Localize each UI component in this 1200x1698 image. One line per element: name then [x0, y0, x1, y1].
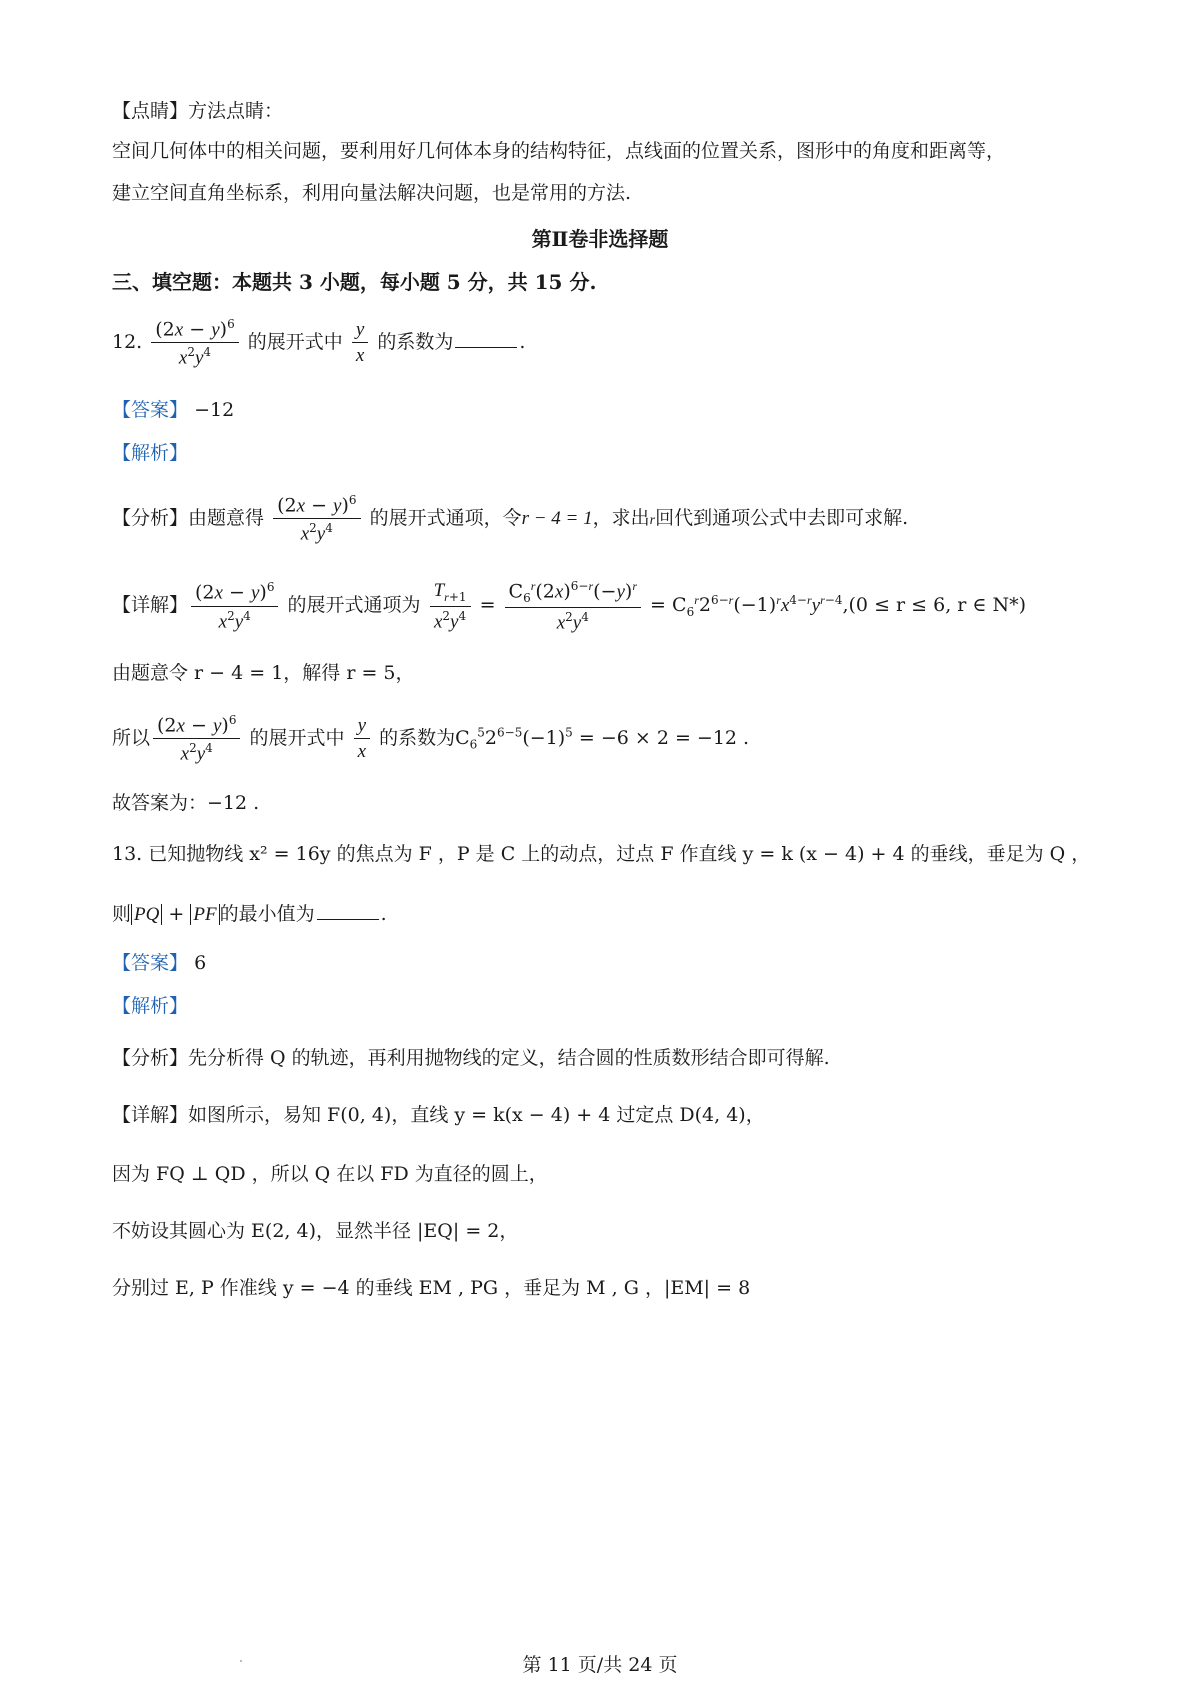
q12-analysis-label: 【解析】: [112, 442, 189, 464]
question-13-line-2: 则 PQ + PF 的最小值为 .: [112, 903, 387, 925]
section-heading: 三、填空题：本题共 3 小题，每小题 5 分，共 15 分.: [112, 270, 597, 294]
fraction-expression: $\frac{(2x - y)^6}{x^2y^4}$: [153, 714, 240, 764]
fraction-expression: $\frac{(2x - y)^6}{x^2y^4}$: [273, 494, 360, 544]
q13-detail-line-2: 因为 FQ ⊥ QD ，所以 Q 在以 FD 为直径的圆上，: [112, 1163, 548, 1185]
q12-fenxi: [112, 494, 908, 544]
question-text-b: 的系数为: [377, 330, 454, 353]
q12-detail-line-3: 所以 $\frac{(2x - y)^6}{x^2y^4}$ 的展开式中 $\frac{y}{x}$ 的系数为$C_6^52^{6-5}(-1)^5 = -6 \times 2 = -12$ .: [112, 713, 750, 765]
q13-fenxi-text: 先分析得 Q 的轨迹，再利用抛物线的定义，结合圆的性质数形结合即可得解.: [188, 1047, 830, 1069]
fenxi-text-b: 的展开式通项，令: [369, 506, 522, 529]
fraction-general-term: $\frac{T_{r+1}}{x^2y^4}$: [430, 581, 471, 631]
q12-conclusion: 故答案为：−12 .: [112, 792, 260, 814]
fraction-y-over-x: $\frac{y}{x}$: [354, 716, 370, 761]
fenxi-variable-r: r: [649, 512, 656, 528]
q13-detail-text-1: 如图所示，易知 F(0, 4)，直线 y = k(x − 4) + 4 过定点 D(4, 4)，: [188, 1104, 765, 1126]
q12-answer-value: −12: [194, 399, 235, 421]
fenxi-label: 【分析】: [112, 1047, 189, 1069]
q13-detail-line-1: [112, 1106, 765, 1125]
q13-detail-line-4: 分别过 E, P 作准线 y = −4 的垂线 EM , PG ，垂足为 M , G ，|EM| = 8: [112, 1277, 751, 1299]
detail-range: ,(0 ≤ r ≤ 6, r ∈ N*): [842, 594, 1027, 617]
answer-blank: [317, 903, 379, 920]
fenxi-text-a: 由题意得: [188, 506, 265, 529]
question-12: 12. $\frac{(2x - y)^6}{x^2y^4}$ 的展开式中 $\frac{y}{x}$ 的系数为 .: [112, 317, 526, 369]
answer-label: 【答案】: [112, 399, 189, 421]
fenxi-text-d: 回代到通项公式中去即可求解.: [655, 506, 909, 529]
q13-fenxi: [112, 1049, 830, 1068]
q12-detail-line-2: 由题意令 r − 4 = 1，解得 r = 5，: [112, 662, 415, 684]
fenxi-equation: r − 4 = 1: [521, 507, 593, 529]
detail-text-a: 的展开式通项为: [287, 594, 421, 617]
q13-text-a: 则: [112, 903, 132, 925]
line3-result: = −6 × 2 = −12 .: [578, 726, 750, 749]
question-number: 12.: [112, 330, 143, 353]
answer-label: 【答案】: [112, 952, 189, 974]
q12-answer-line: [112, 401, 234, 420]
detail-label: 【详解】: [112, 1104, 189, 1126]
q13-analysis-label: 【解析】: [112, 995, 189, 1017]
question-text-a: 的展开式中: [247, 330, 343, 353]
line3-text-c: 的系数为: [379, 726, 456, 749]
dianjing-title: 【点睛】方法点睛：: [112, 100, 284, 122]
q13-text-b: 的最小值为: [219, 903, 315, 925]
question-13-line-1: 13. 已知抛物线 x² = 16y 的焦点为 F ，P 是 C 上的动点，过点 F 作直线 y = k (x − 4) + 4 的垂线，垂足为 Q ，: [112, 843, 1091, 865]
line3-text-b: 的展开式中: [249, 726, 345, 749]
q13-answer-line: [112, 954, 206, 973]
fraction-binomial-term: $\frac{C_6^r(2x)^{6-r}(-y)^r}{x^2y^4}$: [505, 580, 641, 632]
fraction-expression: $\frac{(2x - y)^6}{x^2y^4}$: [191, 581, 278, 631]
fraction-y-over-x: $\frac{y}{x}$: [352, 320, 368, 365]
q12-detail: 【详解】 $\frac{(2x - y)^6}{x^2y^4}$ 的展开式通项为 $\frac{T_{r+1}}{x^2y^4}$ = $\frac{C_6^r(2x)^{6-r}(-y)^r}{x^2y^4}$ = $C_6^r2^{6-r}(-1)^rx^{4-r}y^{r-4},(0 \le r \le 6$, r ∈ N*): [112, 579, 1027, 634]
dianjing-line-1: 空间几何体中的相关问题，要利用好几何体本身的结构特征，点线面的位置关系，图形中的角度和距离等，: [112, 140, 1006, 162]
answer-blank: [455, 331, 517, 348]
detail-label: 【详解】: [112, 594, 189, 617]
fraction-expression: $\frac{(2x - y)^6}{x^2y^4}$: [151, 318, 238, 368]
dianjing-line-2: 建立空间直角坐标系，利用向量法解决问题，也是常用的方法.: [112, 182, 632, 204]
page-footer: 第 11 页/共 24 页: [522, 1654, 678, 1676]
q13-detail-line-3: 不妨设其圆心为 E(2, 4)，显然半径 |EQ| = 2，: [112, 1220, 519, 1242]
q13-answer-value: 6: [194, 952, 207, 974]
part-title: 第Ⅱ卷非选择题: [531, 227, 669, 251]
fenxi-label: 【分析】: [112, 506, 189, 529]
fenxi-text-c: ，求出: [592, 506, 650, 529]
line3-text-a: 所以: [112, 726, 151, 749]
